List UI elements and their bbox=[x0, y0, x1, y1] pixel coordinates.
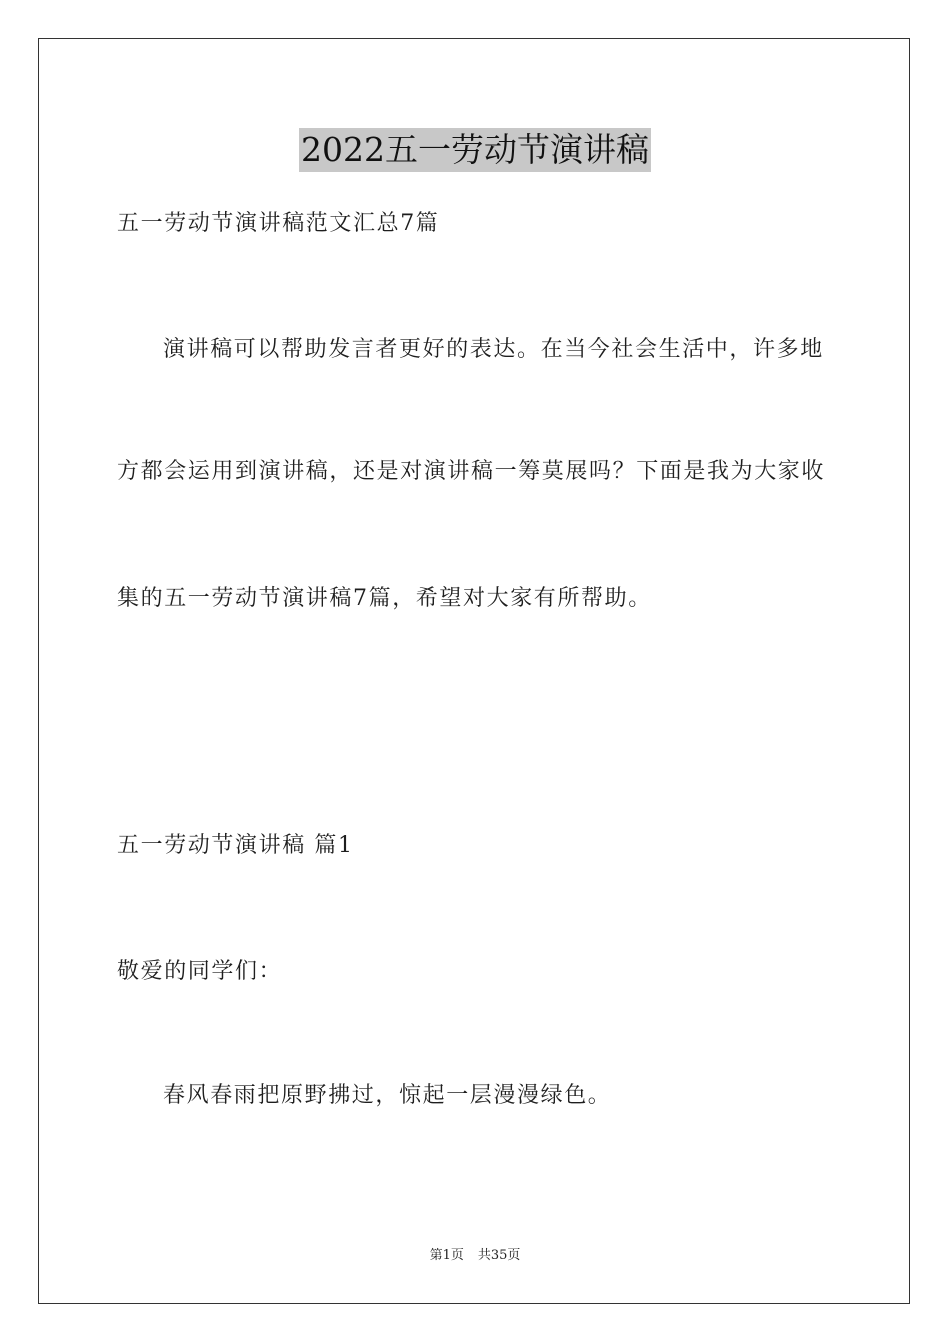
salutation: 敬爱的同学们： bbox=[117, 959, 283, 984]
section-heading: 五一劳动节演讲稿 篇1 bbox=[117, 833, 354, 858]
intro-line-1: 演讲稿可以帮助发言者更好的表达。在当今社会生活中，许多地 bbox=[163, 337, 824, 362]
page-footer bbox=[0, 1246, 950, 1266]
page-number-current: 第1页 bbox=[429, 1248, 464, 1263]
document-title-text: 2022五一劳动节演讲稿 bbox=[299, 128, 651, 172]
intro-line-3: 集的五一劳动节演讲稿7篇，希望对大家有所帮助。 bbox=[117, 586, 652, 611]
intro-line-2: 方都会运用到演讲稿，还是对演讲稿一筹莫展吗？下面是我为大家收 bbox=[117, 459, 826, 484]
document-subtitle: 五一劳动节演讲稿范文汇总7篇 bbox=[117, 211, 440, 236]
document-title bbox=[0, 128, 950, 179]
body-paragraph: 春风春雨把原野拂过，惊起一层漫漫绿色。 bbox=[163, 1083, 612, 1108]
page-number-total: 共35页 bbox=[477, 1248, 521, 1263]
